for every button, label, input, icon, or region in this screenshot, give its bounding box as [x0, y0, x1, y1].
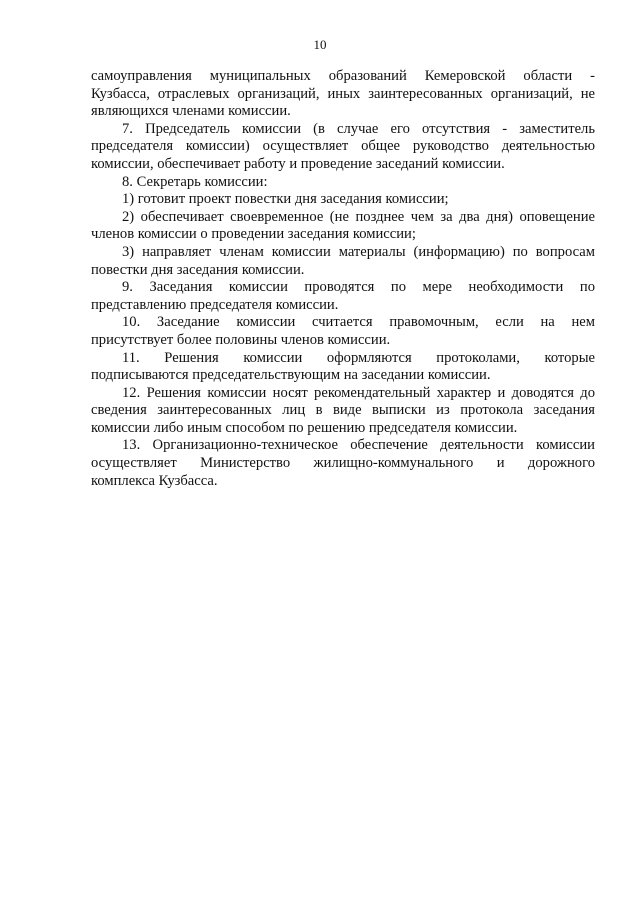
text-line: 8. Секретарь комиссии: [122, 173, 268, 190]
text-line: Кузбасса, отраслевых организаций, иных заинтересованных организаций, не [91, 85, 595, 102]
paragraph [91, 174, 595, 192]
text-line: подписываются председательствующим на заседании комиссии. [91, 367, 491, 384]
paragraph [91, 314, 595, 349]
text-line: комиссии либо иным способом по решению председателя комиссии. [91, 419, 518, 436]
text-line: 10. Заседание комиссии считается правомочным, если на нем [122, 314, 595, 331]
paragraph [91, 385, 595, 438]
paragraph [91, 68, 595, 121]
text-line: 3) направляет членам комиссии материалы (информацию) по вопросам [122, 243, 595, 260]
paragraph [91, 437, 595, 490]
paragraph [91, 121, 595, 174]
text-line: являющихся членами комиссии. [91, 103, 291, 120]
paragraph [91, 191, 595, 209]
text-line: председателя комиссии) осуществляет общее руководство деятельностью [91, 138, 595, 155]
text-line: комиссии, обеспечивает работу и проведение заседаний комиссии. [91, 155, 505, 172]
document-body [91, 68, 595, 490]
text-line: членов комиссии о проведении заседания комиссии; [91, 226, 416, 243]
paragraph [91, 209, 595, 244]
text-line: 7. Председатель комиссии (в случае его отсутствия - заместитель [122, 120, 595, 137]
paragraph [91, 279, 595, 314]
text-line: представлению председателя комиссии. [91, 296, 339, 313]
text-line: 1) готовит проект повестки дня заседания комиссии; [122, 191, 449, 208]
text-line: осуществляет Министерство жилищно-коммунального и дорожного [91, 455, 595, 472]
text-line: присутствует более половины членов комиссии. [91, 331, 391, 348]
page-number: 10 [313, 37, 327, 52]
text-line: 9. Заседания комиссии проводятся по мере необходимости по [122, 279, 595, 296]
text-line: самоуправления муниципальных образований Кемеровской области - [91, 68, 595, 84]
text-line: 12. Решения комиссии носят рекомендательный характер и доводятся до [122, 384, 595, 401]
text-line: повестки дня заседания комиссии. [91, 261, 305, 278]
text-line: 2) обеспечивает своевременное (не позднее чем за два дня) оповещение [122, 208, 595, 225]
text-line: комплекса Кузбасса. [91, 472, 218, 489]
text-line: 11. Решения комиссии оформляются протоколами, которые [122, 349, 595, 366]
text-line: 13. Организационно-техническое обеспечение деятельности комиссии [122, 437, 595, 454]
paragraph [91, 350, 595, 385]
text-line: сведения заинтересованных лиц в виде выписки из протокола заседания [91, 402, 595, 419]
paragraph [91, 244, 595, 279]
